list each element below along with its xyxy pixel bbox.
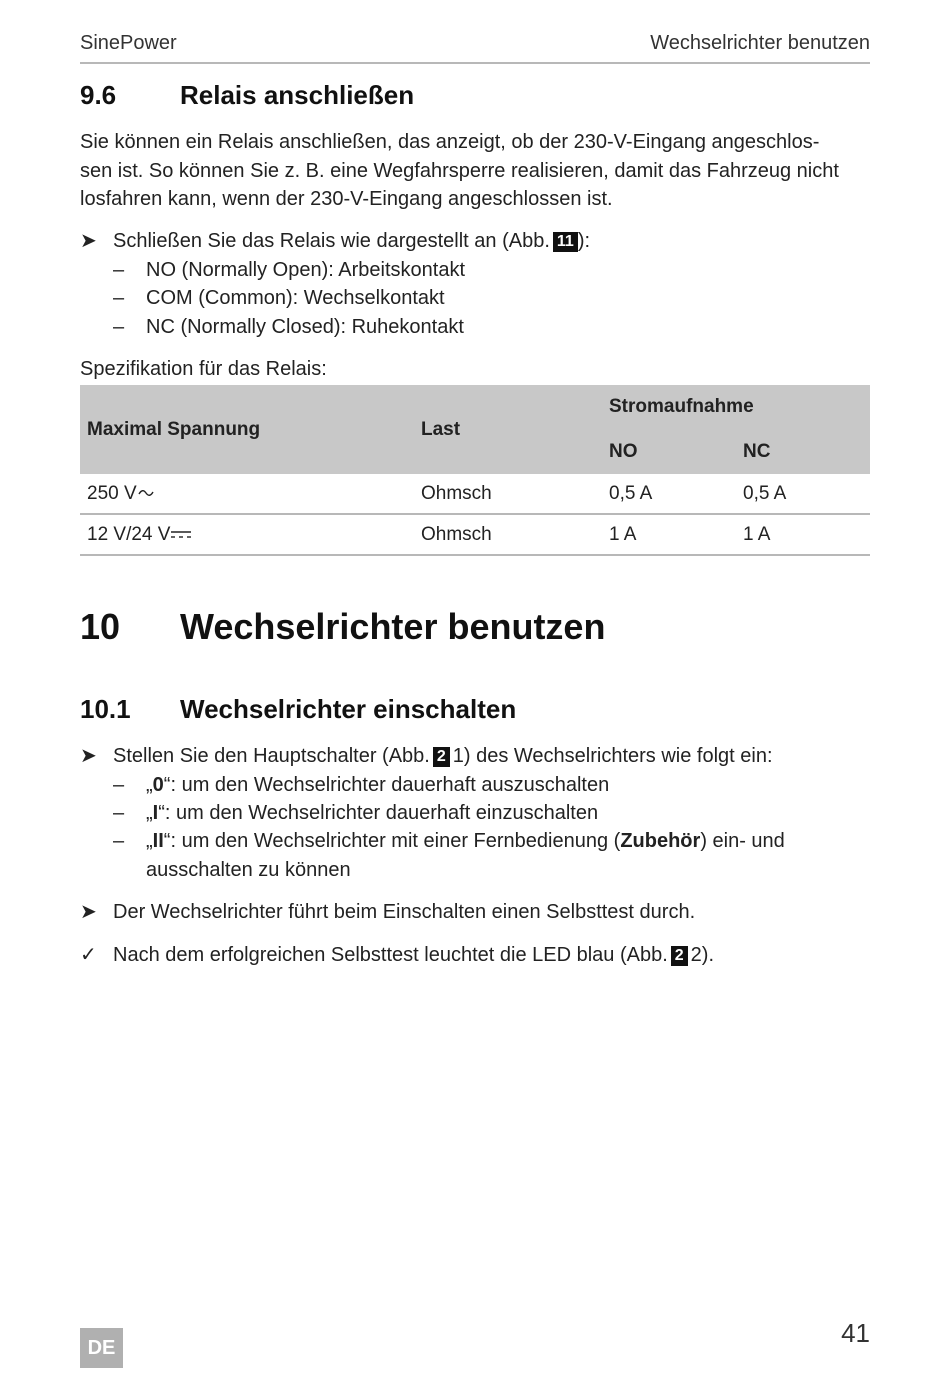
step-text-main: Stellen Sie den Hauptschalter (Abb.: [113, 745, 430, 767]
section-number: 10.1: [80, 694, 131, 724]
ac-symbol-icon: [138, 487, 154, 499]
option-description-line2: ausschalten zu können: [146, 858, 351, 881]
relay-spec-table: [80, 385, 870, 556]
header-chapter-title: Wechselrichter benutzen: [650, 32, 870, 54]
dash-bullet: –: [113, 830, 125, 852]
language-tag: DE: [80, 1328, 123, 1368]
dash-bullet: –: [113, 287, 125, 309]
step-text-suffix: 1) des Wechselrichters wie folgt ein:: [452, 745, 773, 767]
step-text: Der Wechselrichter führt beim Einschalten einen Selbsttest durch.: [113, 901, 696, 923]
voltage-value: 12 V/24 V: [87, 523, 171, 545]
header-current: Stromaufnahme: [602, 385, 870, 429]
step-text: [113, 742, 870, 771]
table-row: [80, 514, 870, 555]
intro-line: Sie können ein Relais anschließen, das anzeigt, ob der 230-V-Eingang angeschlos-: [80, 131, 820, 153]
intro-paragraph: [80, 128, 870, 214]
quote-close: “: [158, 802, 165, 824]
option-description: : um den Wechselrichter mit einer Fernbedienung (: [170, 830, 621, 852]
result-text-suffix: 2).: [690, 944, 715, 966]
page-number: 41: [841, 1318, 870, 1348]
intro-line: losfahren kann, wenn der 230-V-Eingang angeschlossen ist.: [80, 188, 613, 210]
cell-voltage: [80, 474, 414, 514]
list-item-text: NO (Normally Open): Arbeitskontakt: [146, 259, 465, 281]
cell-nc: 0,5 A: [736, 474, 870, 514]
running-header: [80, 30, 870, 64]
switch-position: 0: [152, 774, 164, 796]
list-item-text: [146, 771, 856, 800]
section-number: 9.6: [80, 80, 117, 110]
arrow-icon: ➤: [80, 745, 97, 767]
section-title: Wechselrichter einschalten: [180, 694, 517, 724]
voltage-value: 250 V: [87, 482, 137, 504]
quote-open: „: [146, 830, 153, 852]
figure-reference-badge: 11: [553, 232, 578, 252]
cell-voltage: [80, 514, 414, 555]
list-item-text: COM (Common): Wechselkontakt: [146, 287, 445, 309]
arrow-icon: ➤: [80, 230, 97, 252]
chapter-title: Wechselrichter benutzen: [180, 606, 606, 647]
dash-bullet: –: [113, 774, 125, 796]
switch-position: I: [152, 802, 159, 824]
dash-bullet: –: [113, 316, 125, 338]
arrow-icon: ➤: [80, 901, 97, 923]
table-row: [80, 474, 870, 514]
quote-close: “: [163, 830, 171, 852]
step-text: [113, 227, 870, 256]
checkmark-icon: ✓: [80, 944, 97, 966]
result-text-main: Nach dem erfolgreichen Selbsttest leuchtet die LED blau (Abb.: [113, 944, 668, 966]
switch-position: II: [152, 830, 164, 852]
chapter-number: 10: [80, 606, 121, 647]
cell-load: Ohmsch: [414, 514, 602, 555]
section-title: Relais anschließen: [180, 80, 415, 110]
intro-line: sen ist. So können Sie z. B. eine Wegfahrsperre realisieren, damit das Fahrzeug nicht: [80, 159, 839, 182]
figure-reference-badge: 2: [671, 946, 688, 966]
quote-close: “: [163, 774, 171, 796]
figure-reference-badge: 2: [433, 747, 450, 767]
dc-symbol-icon: [170, 528, 192, 540]
header-no: NO: [602, 429, 736, 474]
table-header-row: [80, 385, 870, 429]
header-product-name: SinePower: [80, 32, 177, 54]
spec-label: Spezifikation für das Relais:: [80, 358, 327, 380]
list-item-text: [146, 827, 856, 884]
accessory-label: Zubehör: [620, 830, 701, 852]
header-voltage: Maximal Spannung: [80, 385, 414, 474]
option-description: : um den Wechselrichter dauerhaft auszuschalten: [170, 774, 610, 796]
option-description-suffix: ) ein- und: [700, 830, 785, 852]
cell-no: 1 A: [602, 514, 736, 555]
cell-nc: 1 A: [736, 514, 870, 555]
quote-open: „: [146, 802, 153, 824]
header-load: Last: [414, 385, 602, 474]
step-text-suffix: ):: [577, 230, 591, 252]
dash-bullet: –: [113, 259, 125, 281]
list-item-text: [146, 799, 856, 828]
step-text-main: Schließen Sie das Relais wie dargestellt an (Abb.: [113, 230, 550, 252]
option-description: : um den Wechselrichter dauerhaft einzuschalten: [164, 802, 599, 824]
header-nc: NC: [736, 429, 870, 474]
cell-no: 0,5 A: [602, 474, 736, 514]
list-item-text: NC (Normally Closed): Ruhekontakt: [146, 316, 464, 338]
result-text: [113, 941, 870, 970]
dash-bullet: –: [113, 802, 125, 824]
quote-open: „: [146, 774, 153, 796]
cell-load: Ohmsch: [414, 474, 602, 514]
